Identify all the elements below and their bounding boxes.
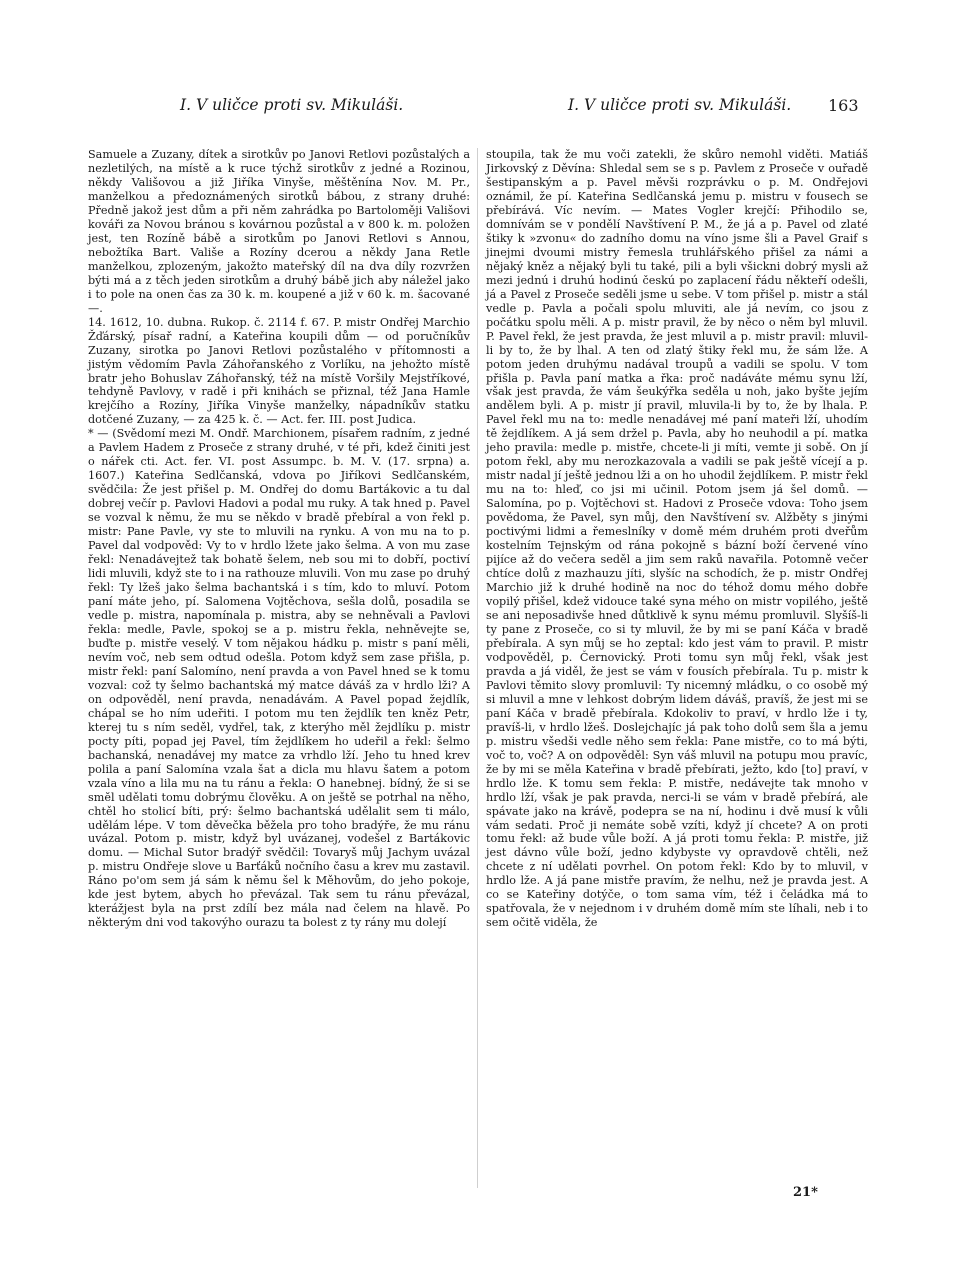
column-divider	[477, 148, 478, 1188]
paragraph: * — (Svědomí mezi M. Ondř. Marchionem, písařem radním, z jedné a Pavlem Hadem z Proseče z strany druhé, v té při, kdež činiti jest o nářek cti. Act. fer. VI. post Assumpc. b. M. V. (17. srpna) a. 1607.) Kateřina Sedlčanská, vdova po Jiříkovi Sedlčanském, svědčila: Že jest přišel p. M. Ondřej do domu Bartákovic a tu dal dobrej večír p. Pavlovi Hadovi a podal mu ruky. A tak hned p. Pavel se vozval k němu, že mu se někdo v bradě přebíral a von řekl p. mistr: Pane Pavle, vy ste to mluvili na rynku. A von mu na to p. Pavel dal vodpověd: Vy to v hrdlo lžete jako šelma. A von mu zase řekl: Nenadávejtež tak bohatě šelem, neb sou mi to dobří, poctiví lidi mluvili, když ste to i na rathouze mluvili. Von mu zase po druhý řekl: Ty lžeš jako šelma bachantská i s tím, kdo to mluví. Potom paní máte jeho, pí. Salomena Vojtěchova, sešla dolů, posadila se vedle p. mistra, napomínala p. mistra, aby se nehněvali a Pavlovi řekla: medle, Pavle, spokoj se a p. mistru řekla, nehněvejte se, buďte p. mistře veselý. V tom nějakou hádku p. mistr s paní měli, nevím voč, neb sem odtud odešla. Potom když sem zase přišla, p. mistr řekl: paní Salomíno, není pravda a von Pavel hned se k tomu vozval: což ty šelmo bachantská mý matce dáváš za v hrdlo lži? A on odpověděl, není pravda, nenadávám. A Pavel popad žejdlík, chápal se ho ním udeřiti. I potom mu ten žejdlík ten kněz Petr, kterej tu s ním seděl, vydřel, tak, z kterýho měl žejdlíku p. mistr pocty píti, popad jej Pavel, tím žejdlíkem ho udeřil a řekl: šelmo bachanská, nenadávej my matce za vrhdlo lží. Jeho tu hned krev polila a paní Salomína vzala šat a dicla mu hlavu šatem a potom vzala víno a lila mu na tu ránu a řekla: O hanebnej. bídný, že si se smĕl udělati tomu dobrýmu člověku. A on ještě se potrhal na něho, chtěl ho stolicí bíti, prý: šelmo bachantská udělalit sem ti málo, udělám lépe. V tom děvečka běžela pro toho bradýře, že mu ránu uvázal. Potom p. mistr, když byl uvázanej, vodešel z Bartákovic domu. — Michal Sutor bradýř svědčil: Tovaryš můj Jachym uvázal p. mistru Ondřeje slove u Barťáků nočního času a krev mu zastavil. Ráno po'om sem já sám k němu šel k Měhovům, do jeho pokoje, kde jest bytem, abych ho převázal. Tak sem tu ránu převázal, kterážjest byla na prst zdílí bez mála nad čelem na hlavě. Po některým dni vod takovýho ourazu ta bolest z ty rány mu dolejí	[88, 427, 470, 930]
left-column	[88, 148, 470, 930]
sheet-signature: 21*	[793, 1185, 818, 1200]
running-head-left: I. V uličce proti sv. Mikuláši.	[180, 96, 404, 114]
page-number: 163	[828, 96, 859, 115]
running-head-right: I. V uličce proti sv. Mikuláši.	[568, 96, 792, 114]
paragraph: stoupila, tak že mu voči zatekli, že skůro nemohl viděti. Matiáš Jirkovský z Děvína: Shledal sem se s p. Pavlem z Proseče v ouřadě šestipanským a p. Pavel měvši rozprávku o p. M. Ondřejovi oznámil, že pí. Kateřina Sedlčanská jemu p. mistru v fousech se přebírává. Víc nevím. — Mates Vogler krejčí: Přihodilo se, domnívám se v pondělí Navštívení P. M., že já a p. Pavel od zlaté štiky k »zvonu« do zadního domu na víno jsme šli a Pavel Graif s jinejmi dvoumi mistry řemesla truhlářského přišel za námi a nějaký kněz a nějaký byli tu také, pili a byli všickni dobrý mysli až mezi jednú i druhú hodinú českú po zaplacení řádu někteří odešli, já a Pavel z Proseče seděli jsme u sebe. V tom přišel p. mistr a stál vedle p. Pavla a počali spolu mluviti, ale já nevím, co jsou z počátku spolu měli. A p. mistr pravil, že by něco o něm byl mluvil. P. Pavel řekl, že jest pravda, že jest mluvil a p. mistr pravil: mluvil-li by to, že by lhal. A ten od zlatý štiky řekl mu, že sám lže. A potom jeden druhýmu nadával troupů a vadili se spolu. V tom přišla p. Pavla paní matka a řka: proč nadáváte mému synu lží, však jest pravda, že vám šeukýřka seděla u noh, jako byšte jejím andělem byli. A p. mistr jí pravil, mluvila-li by to, že by lhala. P. Pavel řekl mu na to: medle nenadávej mé paní mateři lží, uhodím tě žejdlíkem. A já sem držel p. Pavla, aby ho neuhodil a pí. matka jeho pravila: medle p. mistře, chcete-li ji míti, vemte ji sobě. On jí potom řekl, aby mu nerozkazovala a vadili se pak ještě vícejí a p. mistr nadal jí ještě jednou lži a on ho uhodil žejdlíkem. P. mistr řekl mu na to: hleď, co jsi mi učinil. Potom jsem já šel domů. — Salomína, po p. Vojtěchovi st. Hadovi z Proseče vdova: Toho jsem povědoma, že Pavel, syn můj, den Navštívení sv. Alžběty s jinými poctivými lidmi a řemeslníky v domě mém druhém proti dveřům kostelním Tejnským od rána pokojně s bázní boží červené víno pijíce až do večera seděl a jim sem raků navařila. Potomně večer chtíce dolů z mazhauzu jíti, slyšíc na schodích, že p. mistr Ondřej Marchio již k druhé hodině na noc do téhož domu mého dobře vopilý přišel, kdež vidouce také syna mého on mistr vopilého, ještě se ani neposadivše hned důtklivě k synu mému promluvil. Slyšíš-li ty pane z Proseče, co si ty mluvil, že by mi se paní Káča v bradě přebírala. A syn můj se ho zeptal: kdo jest vám to pravil. P. mistr vodpověděl, p. Černovický. Proti tomu syn můj řekl, však jest pravda a já viděl, že jest se vám v fousích přebírala. Tu p. mistr k Pavlovi těmito slovy promluvil: Ty nicemný mládku, o co osobě mý si mluvil a mne v lehkost dobrým lidem dáváš, pravíš, že jest mi se paní Káča v bradě přebírala. Kdokoliv to praví, v hrdlo lže i ty, pravíš-li, v hrdlo lžeš. Doslejchajíc já pak toho dolů sem šla a jemu p. mistru všedši vedle něho sem řekla: Pane mistře, co to má býti, voč to, voč? A on odpověděl: Syn váš mluvil na potupu mou pravíc, že by mi se měla Kateřina v bradě přebírati, ježto, kdo [to] praví, v hrdlo lže. K tomu sem řekla: P. mistře, nedávejte tak mnoho v hrdlo lží, však je pak pravda, nerci-li se vám v bradě přebírá, ale spávate jako na krávě, podepra se na ní, hodinu i dvě musí k vůli vám sedati. Proč ji nemáte sobě vzíti, když jí chcete? A on proti tomu řekl: až bude vůle boží. A já proti tomu řekla: P. mistře, již jest dávno vůle boží, jedno kdybyste vy opravdově chtěli, než chcete z ní udělati povrhel. On potom řekl: Kdo by to mluvil, v hrdlo lže. A já pane mistře pravím, že nelhu, než je pravda jest. A co se Kateřiny dotýče, o tom sama vím, též i čeládka má to spatřovala, že v nejednom i v druhém domě mím ste líhali, neb i to sem očitě viděla, že	[486, 148, 868, 930]
right-column	[486, 148, 868, 930]
paragraph: Samuele a Zuzany, dítek a sirotkův po Janovi Retlovi pozůstalých a nezletilých, na místě a k ruce týchž sirotkův z jedné a Rozinou, někdy Vališovou a již Jiříka Vinyše, měštěnína Nov. M. Pr., manželkou a předoznámených sirotků bábou, z strany druhé: Předně jakož jest dům a při něm zahrádka po Bartoloměji Vališovi kováři za Novou bránou s kovárnou pozůstal a v 800 k. m. položen jest, ten Rozíně bábě a sirotkům po Janovi Retlovi s Annou, nebožtíka Bart. Vališe a Rozíny dcerou a někdy Jana Retle manželkou, zplozeným, jakožto mateřský díl na dva díly rozvržen býti má a z těch jeden sirotkům a druhý bábě jich aby náležel jako i to pole na onen čas za 30 k. m. koupené a již v 60 k. m. šacované —.	[88, 148, 470, 315]
paragraph: 14. 1612, 10. dubna. Rukop. č. 2114 f. 67. P. mistr Ondřej Marchio Žďárský, písař radní, a Kateřina koupili dům — od poručníkův Zuzany, sirotka po Janovi Retlovi pozůstalého v přítomnosti a jistým vědomím Pavla Záhořanského z Vorlíku, na jehožto místě bratr jeho Bohuslav Záhořanský, též na místě Voršily Mejstříkové, tehdyně Pavlovy, v radě i při knihách se přiznal, též Jana Hamle krejčího a Rozíny, Jiříka Vinyše manželky, nápadníkův statku dotčené Zuzany, — za 425 k. č. — Act. fer. III. post Judica.	[88, 315, 470, 427]
